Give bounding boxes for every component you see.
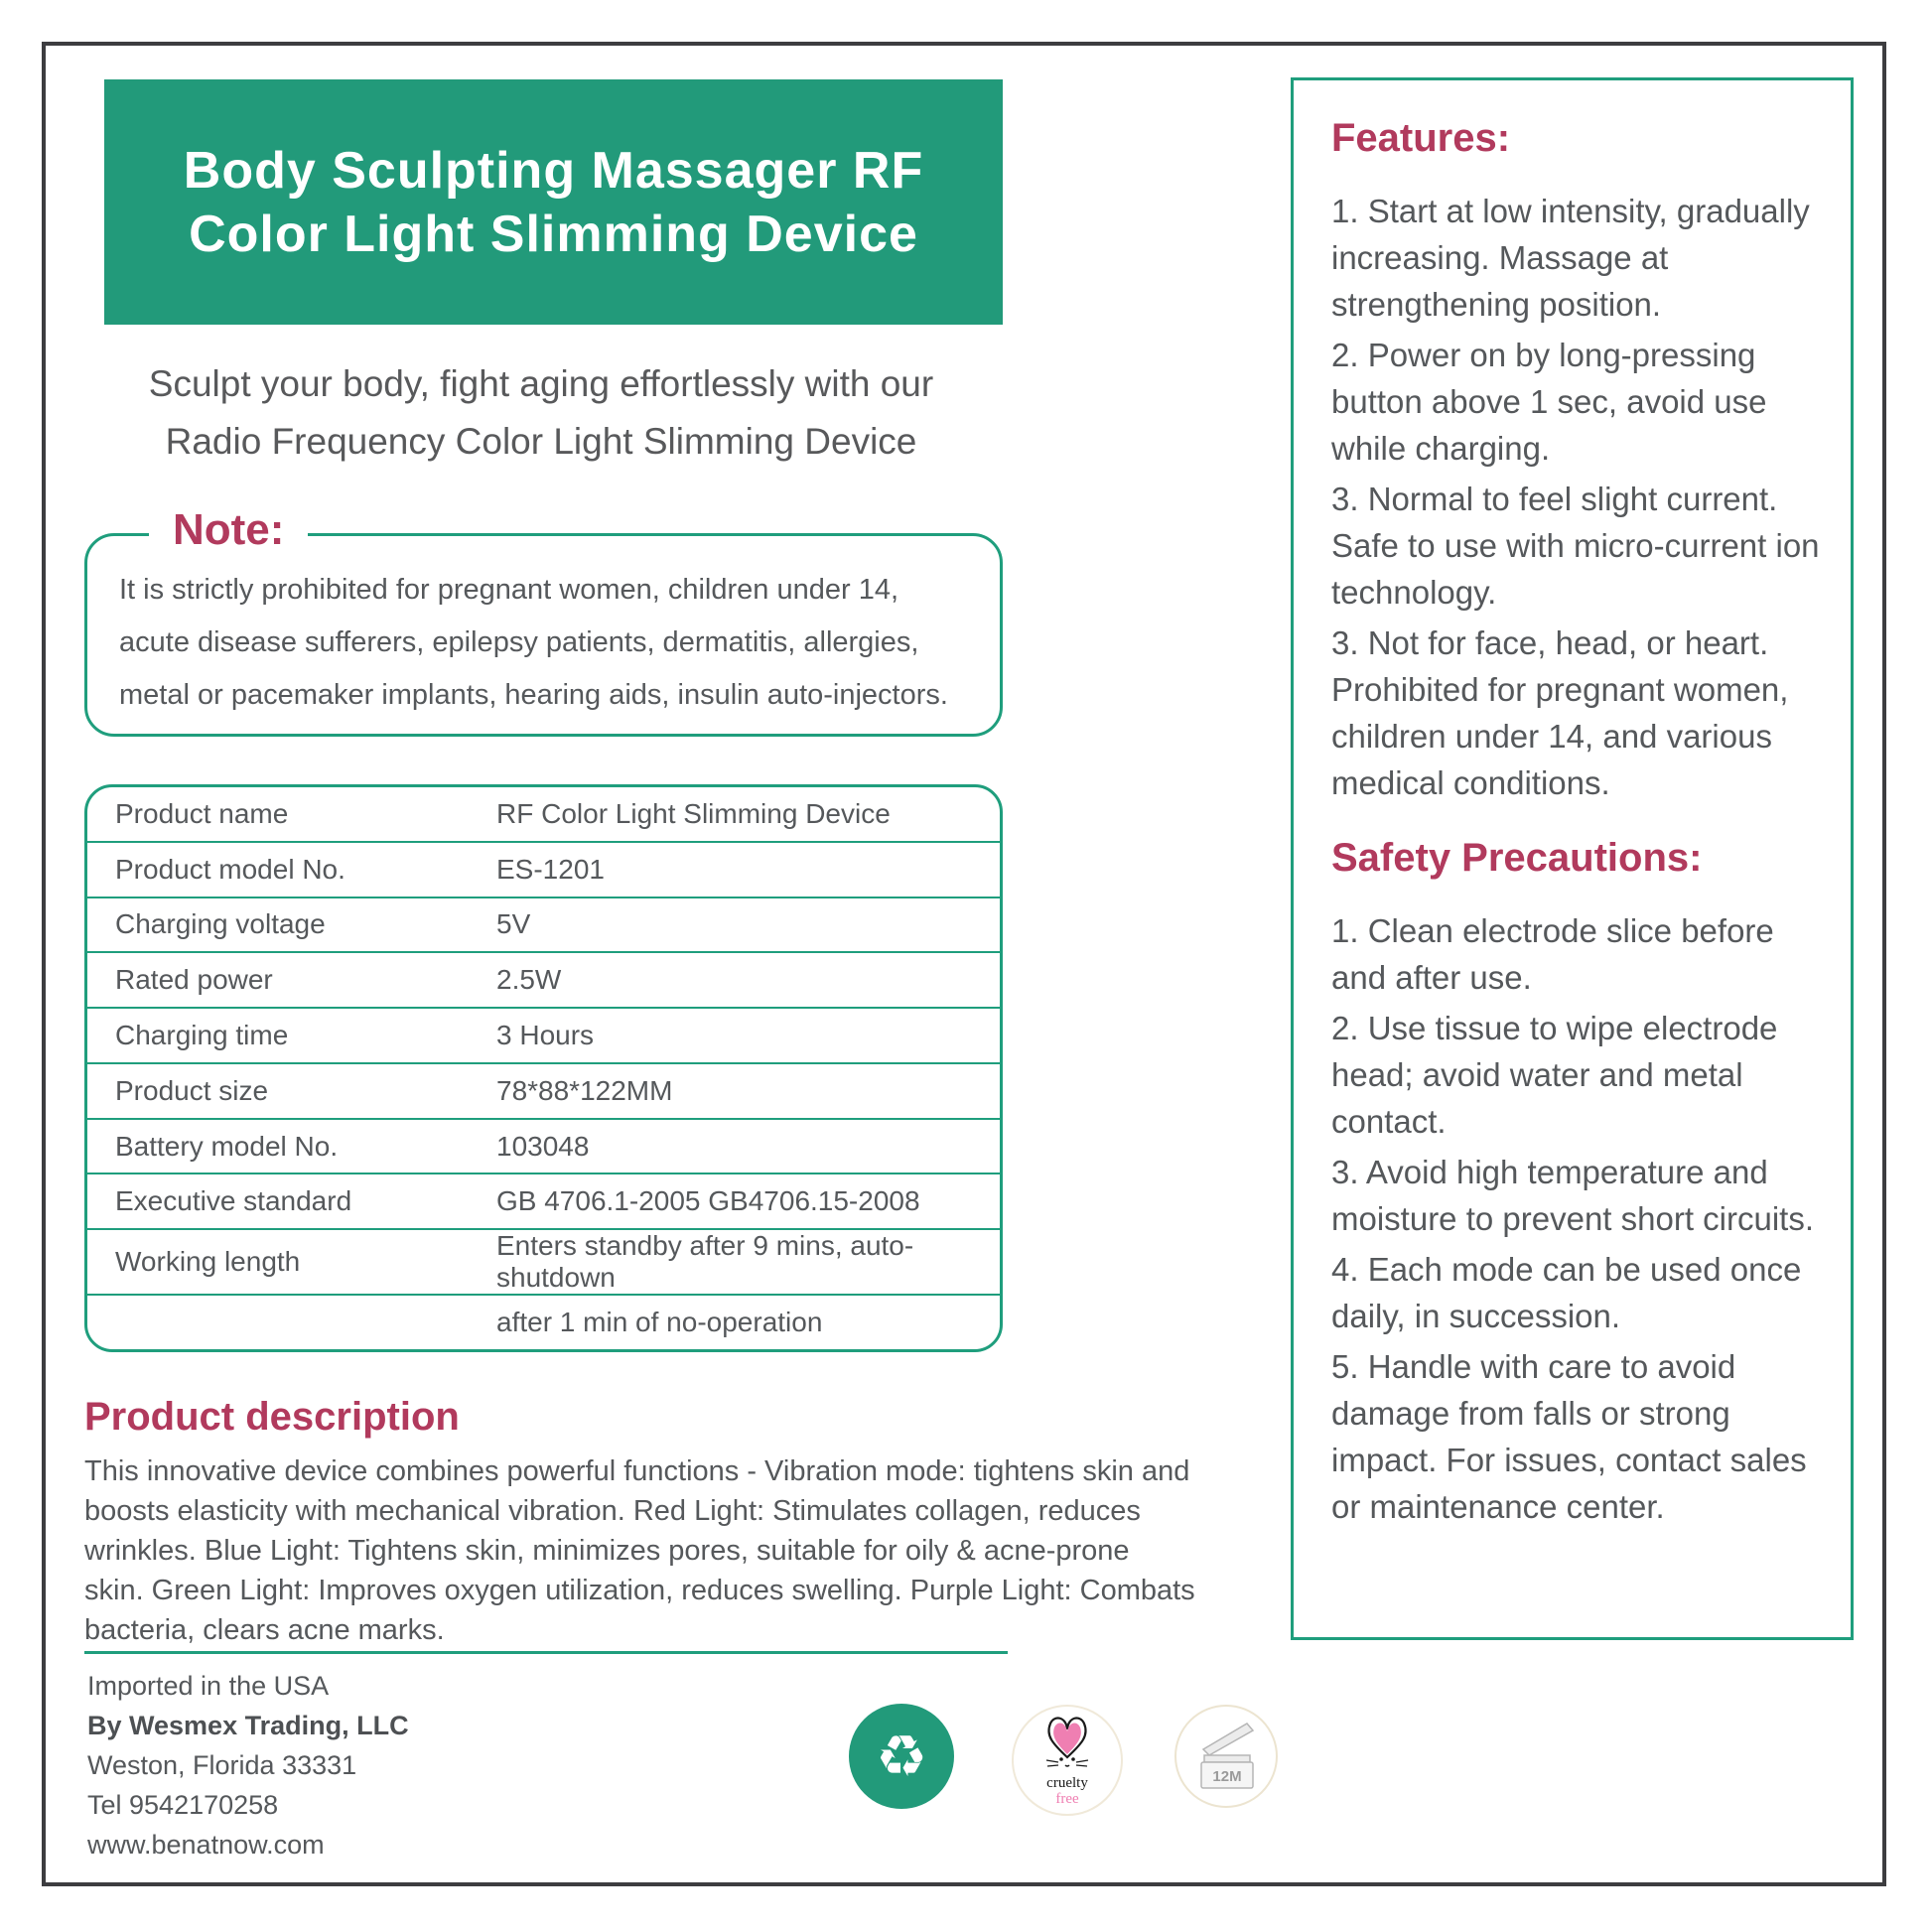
note-label: Note: [149,501,308,559]
pao-label: 12M [1212,1768,1242,1785]
table-row [87,1230,1000,1296]
safety-item: 3. Avoid high temperature and moisture to prevent short circuits. [1331,1154,1815,1237]
table-row [87,1120,1000,1175]
importer-phone: Tel 9542170258 [87,1790,279,1820]
spec-label: Product model No. [115,853,345,885]
table-row [87,1009,1000,1064]
table-row [87,1174,1000,1230]
tagline-line2: Radio Frequency Color Light Slimming Device [165,421,917,462]
spec-value: 5V [496,908,531,940]
table-row [87,843,1000,898]
spec-value: 3 Hours [496,1020,595,1051]
spec-label: Charging time [115,1020,289,1051]
spec-value: 2.5W [496,964,562,996]
spec-table [84,784,1003,1352]
spec-label: Charging voltage [115,908,326,940]
jar-rim [1204,1755,1250,1762]
importer-website: www.benatnow.com [87,1830,325,1860]
table-row [87,1064,1000,1120]
feature-item: 3. Normal to feel slight current. Safe to use with micro-current ion technology. [1331,481,1820,611]
safety-item: 2. Use tissue to wipe electrode head; avoid water and metal contact. [1331,1010,1778,1140]
page-title-line1: Body Sculpting Massager RF [183,141,924,200]
spec-label: Working length [115,1246,301,1278]
table-row [87,953,1000,1009]
footer-divider [84,1651,1008,1654]
spec-value: GB 4706.1-2005 GB4706.15-2008 [496,1185,920,1217]
spec-value: 103048 [496,1130,590,1162]
note-box [84,533,1003,737]
safety-item: 5. Handle with care to avoid damage from falls or strong impact. For issues, contact sales or maintenance center. [1331,1348,1807,1525]
importer-info [87,1666,409,1864]
spec-label: Executive standard [115,1185,352,1217]
feature-item: 3. Not for face, head, or heart. Prohibited for pregnant women, children under 14, and various medical conditions. [1331,624,1789,801]
spec-value: ES-1201 [496,853,605,885]
cruelty-free-text2: free [1055,1791,1079,1807]
importer-name: By Wesmex Trading, LLC [87,1711,409,1740]
cruelty-free-text1: cruelty [1046,1775,1088,1791]
spec-value: after 1 min of no-operation [496,1307,823,1338]
sidebar-panel [1291,77,1854,1640]
note-text: It is strictly prohibited for pregnant women, children under 14, acute disease sufferers, epilepsy patients, dermatitis, allergies, metal or pacemaker implants, hearing aids, insulin auto-injectors. [119,574,948,711]
importer-address: Weston, Florida 33331 [87,1750,357,1780]
product-description-heading: Product description [84,1395,460,1439]
spec-label: Product name [115,797,289,829]
spec-value: 78*88*122MM [496,1074,673,1106]
tagline-line1: Sculpt your body, fight aging effortlessly with our [148,363,934,404]
recycle-icon [849,1704,954,1809]
recycle-glyph: ♻ [876,1723,927,1790]
spec-value: RF Color Light Slimming Device [496,797,891,829]
features-heading: Features: [1331,116,1511,160]
spec-label: Rated power [115,964,273,996]
imported-in-line: Imported in the USA [87,1671,330,1701]
header-banner [104,79,1003,325]
safety-precautions-heading: Safety Precautions: [1331,836,1703,880]
table-row [87,898,1000,954]
feature-item: 2. Power on by long-pressing button above 1 sec, avoid use while charging. [1331,337,1767,467]
spec-value: Enters standby after 9 mins, auto-shutdown [496,1230,914,1294]
spec-label: Battery model No. [115,1130,339,1162]
period-after-opening-icon [1173,1704,1279,1809]
table-row [87,787,1000,843]
product-description-text: This innovative device combines powerful functions - Vibration mode: tightens skin and boosts elasticity with mechanical vibration. Red Light: Stimulates collagen, reduces wrinkles. Blue Light: Tightens skin, minimizes pores, suitable for oily & acne-prone skin. Green Light: Improves oxygen utilization, reduces swelling. Purple Light: Combats bacteria, clears acne marks. [84,1455,1195,1646]
feature-item: 1. Start at low intensity, gradually increasing. Massage at strengthening position. [1331,193,1810,323]
safety-item: 1. Clean electrode slice before and after use. [1331,912,1774,996]
tagline [74,355,1008,471]
table-row [87,1296,1000,1349]
spec-label: Product size [115,1074,269,1106]
cruelty-free-icon [1011,1704,1124,1817]
safety-item: 4. Each mode can be used once daily, in succession. [1331,1251,1802,1334]
page-title-line2: Color Light Slimming Device [189,205,918,263]
